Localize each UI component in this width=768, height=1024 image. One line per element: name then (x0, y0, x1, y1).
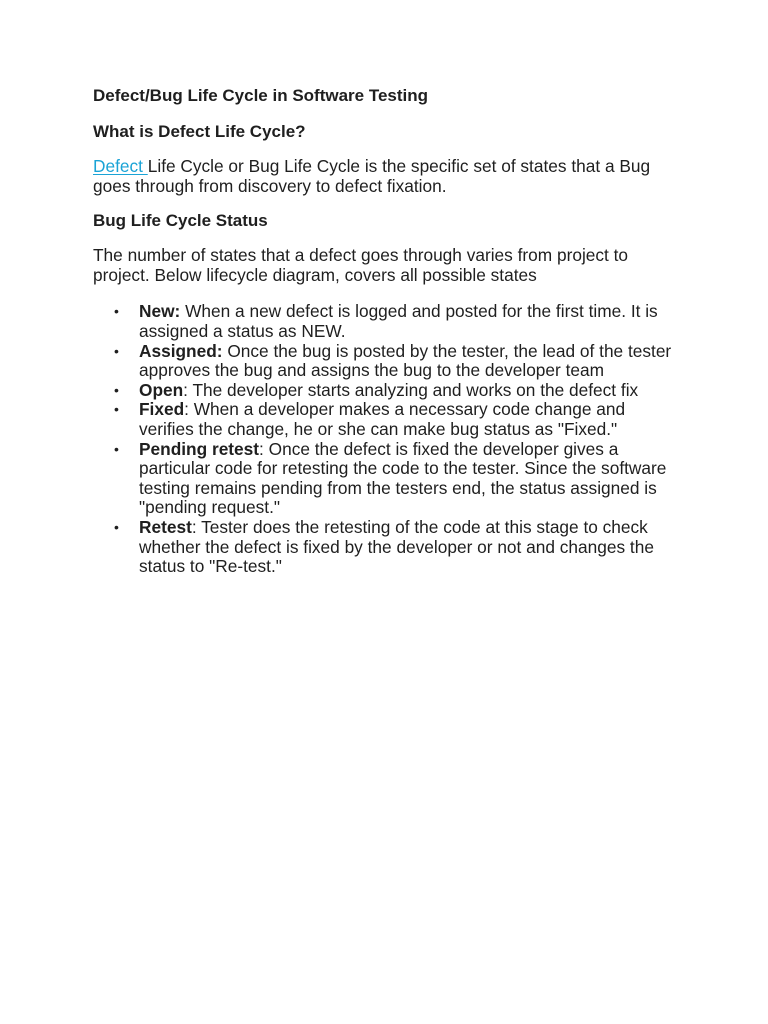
bullet-icon: • (114, 518, 119, 535)
bullet-icon: • (114, 303, 119, 320)
bullet-icon: • (114, 342, 119, 359)
list-item-fixed (114, 399, 683, 439)
status-term: New: (139, 301, 181, 322)
list-item-open (114, 379, 683, 401)
bullet-icon: • (114, 401, 119, 418)
list-item-new (114, 301, 683, 341)
list-item-pending-retest (114, 438, 683, 518)
status-list (93, 302, 683, 576)
status-description: : The developer starts analyzing and works on the defect fix (183, 379, 639, 400)
status-description: Once the bug is posted by the tester, the lead of the tester approves the bug and assigns the bug to the developer team (139, 340, 672, 381)
status-intro-paragraph: The number of states that a defect goes through varies from project to project. Below lifecycle diagram, covers all possible states (93, 245, 629, 285)
bullet-icon: • (114, 381, 119, 398)
status-description: : When a developer makes a necessary code change and verifies the change, he or she can make bug status as "Fixed." (139, 399, 626, 439)
document-title: Defect/Bug Life Cycle in Software Testing (93, 86, 429, 105)
status-term: Pending retest (139, 438, 260, 459)
defect-link[interactable]: Defect (93, 156, 148, 176)
status-term: Retest (139, 516, 192, 537)
section-heading-status: Bug Life Cycle Status (93, 211, 268, 231)
list-item-assigned (114, 340, 683, 381)
bullet-icon: • (114, 440, 119, 457)
document-page (93, 85, 683, 577)
list-item-retest (114, 516, 683, 577)
section-heading-what-is: What is Defect Life Cycle? (93, 122, 306, 141)
status-term: Assigned: (139, 340, 223, 361)
status-description: : Once the defect is fixed the developer gives a particular code for retesting the code to the tester. Since the software testing remains pending from the testers end, the status assigned is "pending request." (139, 438, 667, 518)
status-description: : Tester does the retesting of the code at this stage to check whether the defect is fixed by the developer or not and changes the status to "Re-test." (139, 516, 654, 577)
definition-text: Life Cycle or Bug Life Cycle is the specific set of states that a Bug goes through from discovery to defect fixation. (93, 156, 651, 196)
status-term: Open (139, 379, 184, 400)
status-term: Fixed (139, 399, 185, 420)
definition-paragraph (93, 157, 683, 196)
status-description: When a new defect is logged and posted for the first time. It is assigned a status as NEW. (139, 301, 658, 341)
